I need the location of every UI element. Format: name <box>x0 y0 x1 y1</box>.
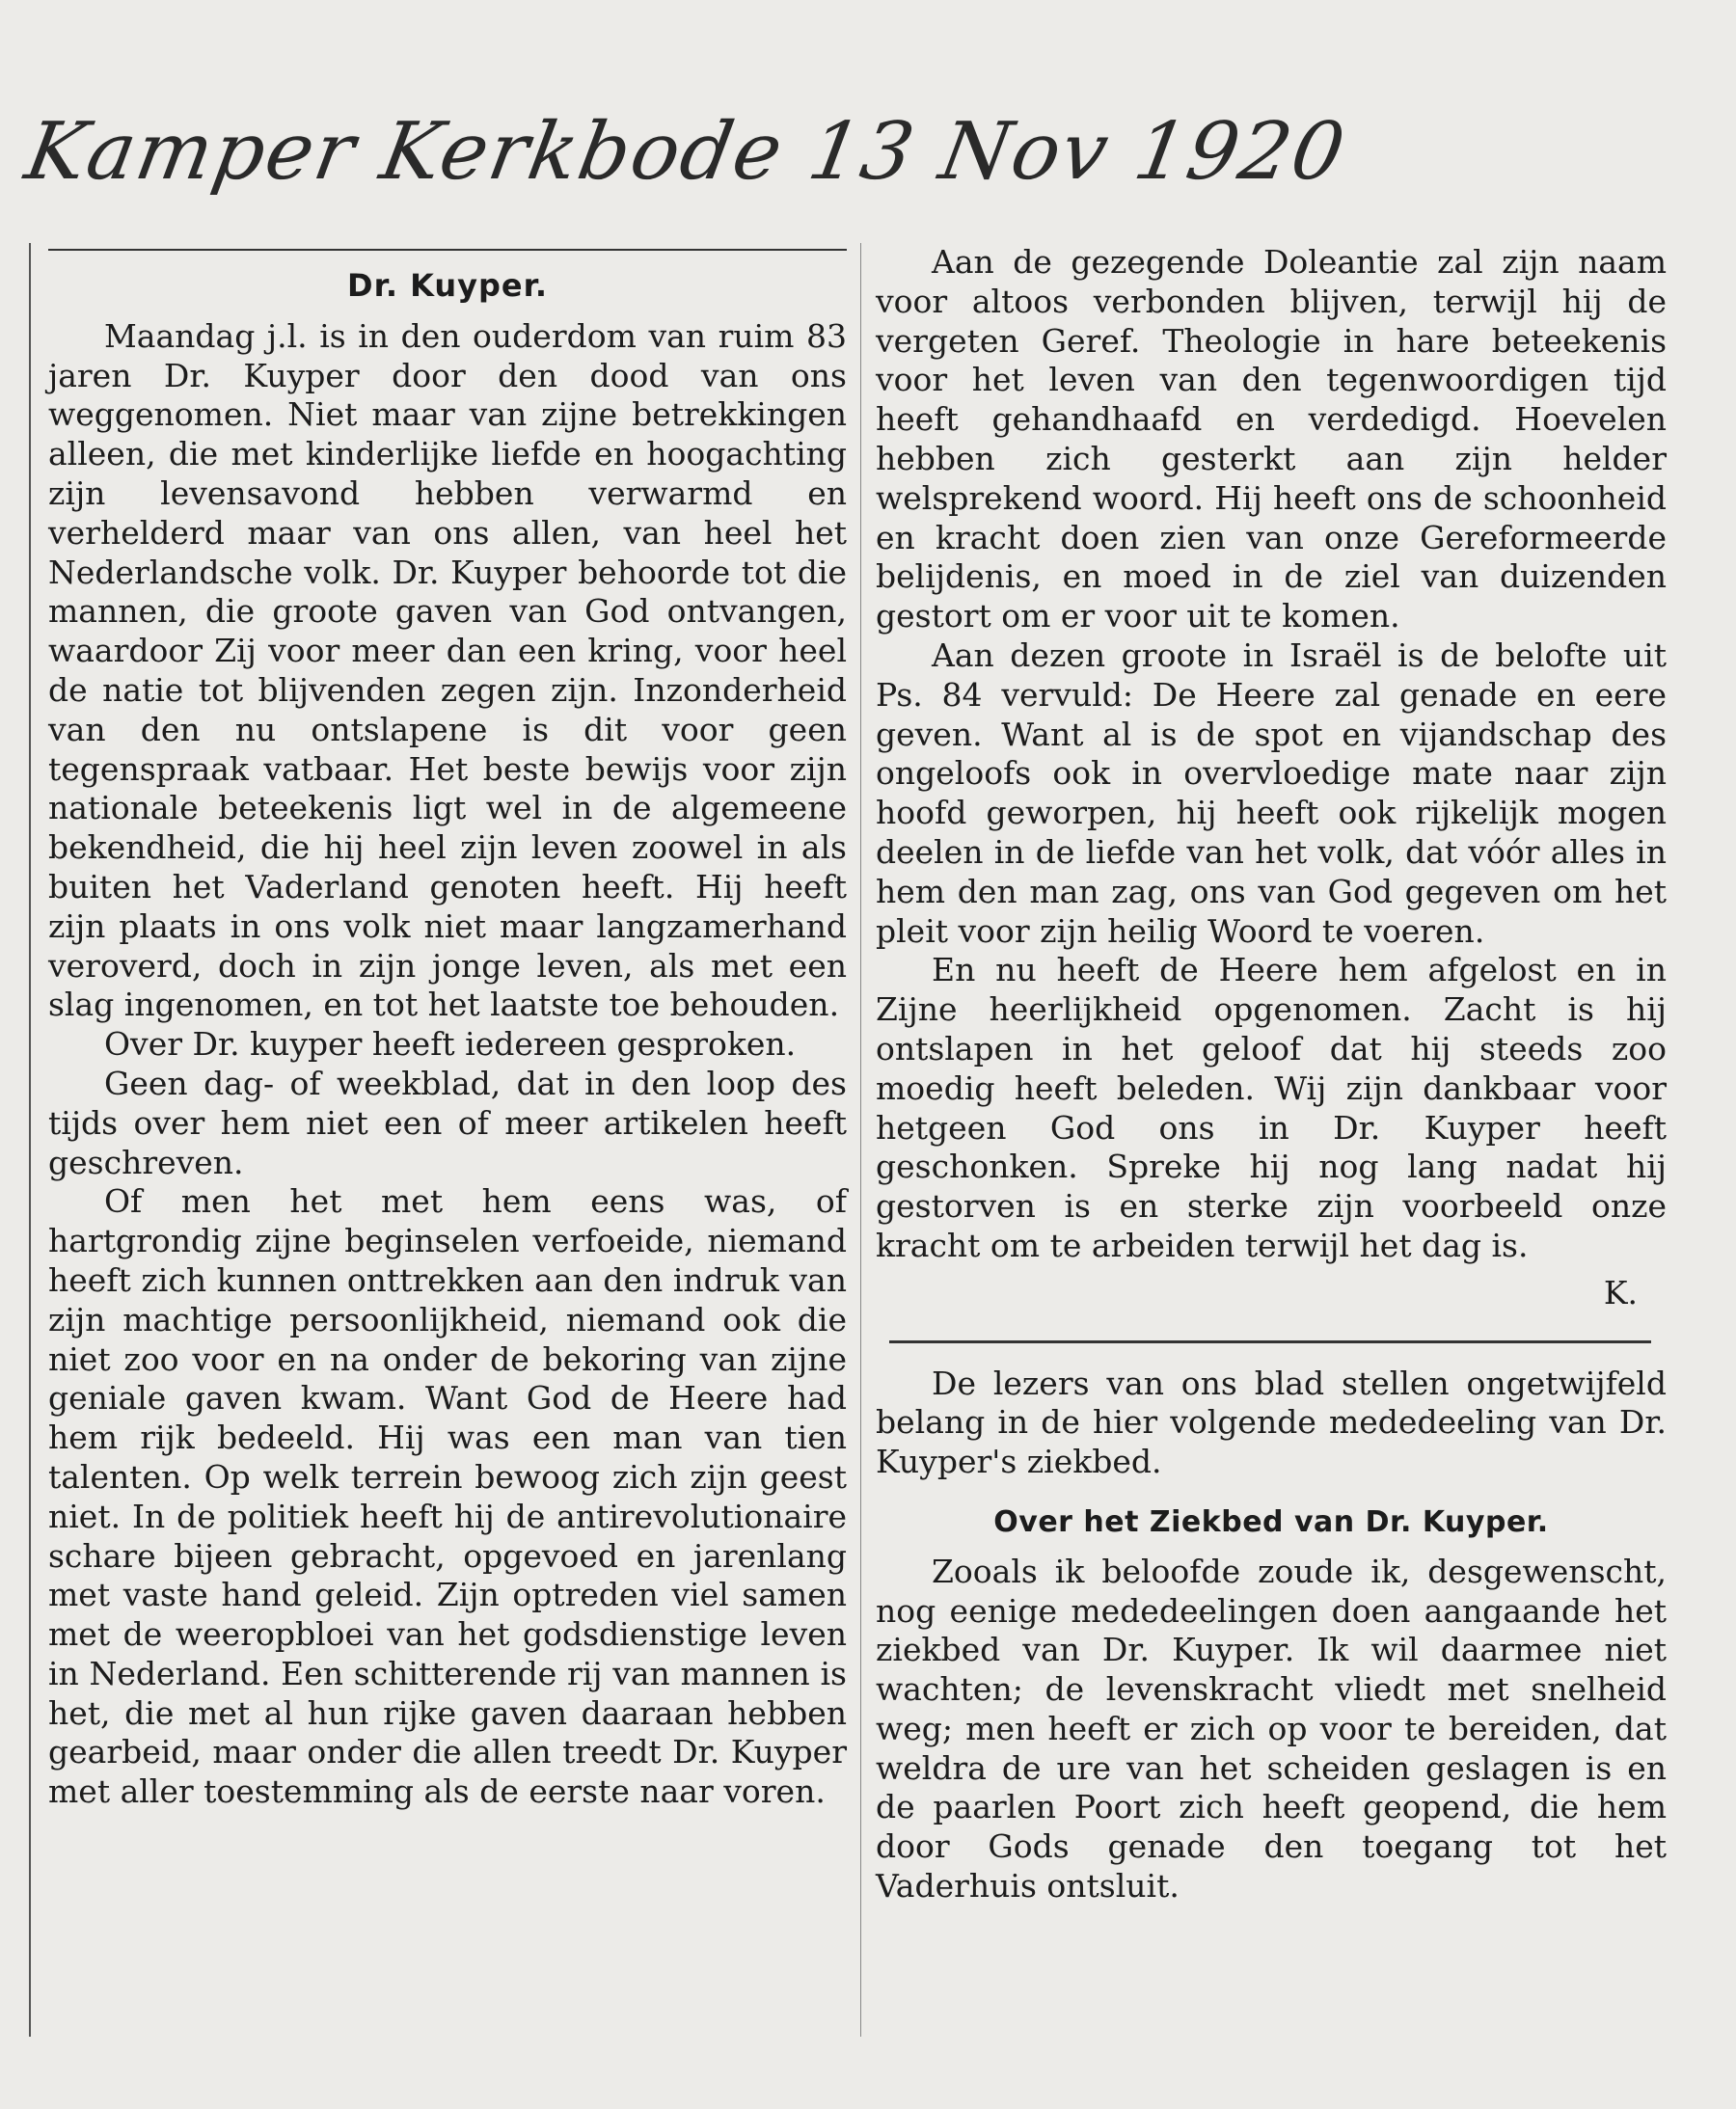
article-paragraph: Geen dag- of weekblad, dat in den loop des tijds over hem niet een of meer artikelen heeft geschreven. <box>48 1064 847 1181</box>
article-divider <box>889 1340 1651 1343</box>
article-paragraph: Maandag j.l. is in den ouderdom van ruim 83 jaren Dr. Kuyper door den dood van ons weggenomen. Niet maar van zijne betrekkingen alleen, die met kinderlijke liefde en hoogachting zijn levensavond hebben verwarmd en verhelderd maar van ons allen, van heel het Nederlandsche volk. Dr. Kuyper behoorde tot die mannen, die groote gaven van God ontvangen, waardoor Zij voor meer dan een kring, voor heel de natie tot blijvenden zegen zijn. Inzonderheid van den nu ontslapene is dit voor geen tegenspraak vatbaar. Het beste bewijs voor zijn nationale beteekenis ligt wel in de algemeene bekendheid, die hij heel zijn leven zoowel in als buiten het Vaderland genoten heeft. Hij heeft zijn plaats in ons volk niet maar langzamerhand veroverd, doch in zijn jonge leven, als met een slag ingenomen, en tot het laatste toe behouden. <box>48 316 847 1024</box>
article-paragraph: Over Dr. kuyper heeft iedereen gesproken. <box>104 1025 797 1064</box>
article-paragraph: Aan dezen groote in Israël is de belofte uit Ps. 84 vervuld: De Heere zal genade en eere geven. Want al is de spot en vijandschap des ongeloofs ook in overvloedige mate naar zijn hoofd geworpen, hij heeft ook rijkelijk mogen deelen in de liefde van het volk, dat vóór alles in hem den man zag, ons van God gegeven om het pleit voor zijn heilig Woord te voeren. <box>876 635 1667 950</box>
article-title: Over het Ziekbed van Dr. Kuyper. <box>993 1504 1549 1539</box>
right-column <box>864 243 1676 2037</box>
newspaper-clipping <box>17 243 1676 2037</box>
column-divider <box>860 243 861 2037</box>
top-rule <box>48 249 847 251</box>
left-column <box>29 243 856 2037</box>
author-signature: K. <box>1603 1273 1638 1311</box>
article-paragraph: Zooals ik beloofde zoude ik, desgewenscht, nog eenige mededeelingen doen aangaande het ziekbed van Dr. Kuyper. Ik wil daarmee niet wachten; de levenskracht vliedt met snelheid weg; men heeft er zich op voor te bereiden, dat weldra de ure van het scheiden geslagen is en de paarlen Poort zich heeft geopend, die hem door Gods genade den toegang tot het Vaderhuis ontsluit. <box>876 1552 1667 1906</box>
article-paragraph: En nu heeft de Heere hem afgelost en in Zijne heerlijkheid opgenomen. Zacht is hij ontslapen in het geloof dat hij steeds zoo moedig heeft beleden. Wij zijn dankbaar voor hetgeen God ons in Dr. Kuyper heeft geschonken. Spreke hij nog lang nadat hij gestorven is en sterke zijn voorbeeld onze kracht om te arbeiden terwijl het dag is. <box>876 951 1667 1264</box>
handwritten-source-note: Kamper Kerkbode 13 Nov 1920 <box>18 106 1353 198</box>
article-paragraph: Aan de gezegende Doleantie zal zijn naam voor altoos verbonden blijven, terwijl hij de vergeten Geref. Theologie in hare beteekenis voor het leven van den tegenwoordigen tijd heeft gehandhaafd en verdedigd. Hoevelen hebben zich gesterkt aan zijn helder welsprekend woord. Hij heeft ons de schoonheid en kracht doen zien van onze Gereformeerde belijdenis, en moed in de ziel van duizenden gestort om er voor uit te komen. <box>876 243 1667 635</box>
article-title: Dr. Kuyper. <box>347 267 548 304</box>
article-paragraph: Of men het met hem eens was, of hartgrondig zijne beginselen verfoeide, niemand heeft zich kunnen onttrekken aan den indruk van zijn machtige persoonlijkheid, niemand ook die niet zoo voor en na onder de bekoring van zijne geniale gaven kwam. Want God de Heere had hem rijk bedeeld. Hij was een man van tien talenten. Op welk terrein bewoog zich zijn geest niet. In de politiek heeft hij de antirevolutionaire schare bijeen gebracht, opgevoed en jarenlang met vaste hand geleid. Zijn optreden viel samen met de weeropbloei van het godsdienstige leven in Nederland. Een schitterende rij van mannen is het, die met al hun rijke gaven daaraan hebben gearbeid, maar onder die allen treedt Dr. Kuyper met aller toestemming als de eerste naar voren. <box>48 1182 847 1811</box>
editorial-intro: De lezers van ons blad stellen ongetwijfeld belang in de hier volgende mededeeling van Dr. Kuyper's ziekbed. <box>876 1364 1667 1481</box>
